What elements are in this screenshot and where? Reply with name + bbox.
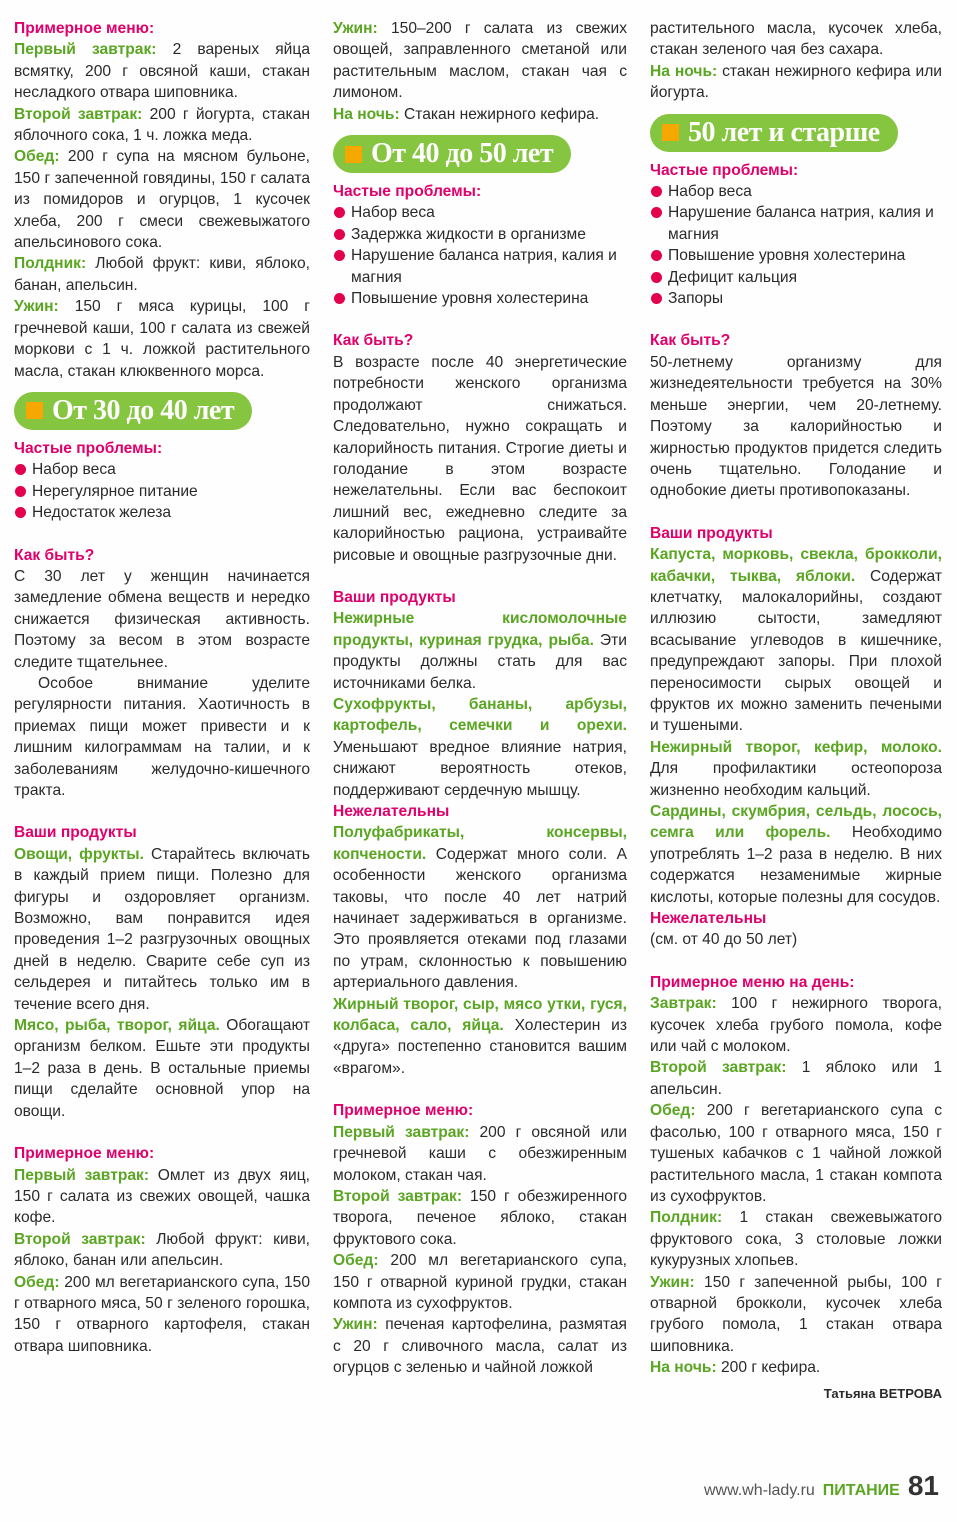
paragraph: В возрасте после 40 энергетические потребности женского организма продолжают снижаться. Следовательно, нужно сокращать и калорийность питания. Строгие диеты и голодание в этом возрасте нежелательны. Если вас беспокоит лишний вес, ежедневно следите за калорийностью рациона, устраивайте рисовые и овощные разгрузочные дни. xyxy=(333,353,627,564)
column-3 xyxy=(650,18,942,1404)
problems-heading: Частые проблемы: xyxy=(14,439,163,457)
product-item: Полуфабрикаты, консервы, копчености. Содержат много соли. А особенности женского организма таковы, что после 40 лет натрий начинает задерживаться в организме. Это проявляется отеками под глазами по утрам, склонностью к повышению артериального давления. xyxy=(333,824,627,992)
banner-square-icon xyxy=(26,402,43,419)
paragraph: Особое внимание уделите регулярности питания. Хаотичность в приемах пищи может привести и к лишним килограммам на талии, и к заболеваниям желудочно-кишечного тракта. xyxy=(14,674,310,799)
menu-item: Завтрак: 100 г нежирного творога, кусочек хлеба грубого помола, кофе или чай с молоком. xyxy=(650,995,942,1056)
paragraph: 50-летнему организму для жизнедеятельности требуется на 30% меньше энергии, чем 20-летнему. Поэтому за калорийностью и жирностью продуктов придется следить очень тщательно. Голодание и однобокие диеты противопоказаны. xyxy=(650,353,942,500)
banner-square-icon xyxy=(345,146,362,163)
menu-item: На ночь: стакан нежирного кефира или йогурта. xyxy=(650,62,943,102)
menu-item: Первый завтрак: 2 вареных яйца всмятку, 200 г овсяной каши, стакан несладкого отвара шиповника. xyxy=(14,41,310,102)
product-item: Нежирные кисломолочные продукты, куриная грудка, рыба. Эти продукты должны стать для вас источниками белка. xyxy=(333,610,627,692)
problems-heading: Частые проблемы: xyxy=(333,183,482,201)
problems-list xyxy=(14,459,310,523)
menu-item: Первый завтрак: 200 г овсяной или гречневой каши с обезжиренным молоком, стакан чая. xyxy=(333,1123,627,1184)
page-number: 81 xyxy=(907,1470,939,1501)
site-url: www.wh-lady.ru xyxy=(703,1482,815,1499)
column-2 xyxy=(333,18,627,1379)
list-item: Нарушение баланса натрия, калия и магния xyxy=(333,245,627,288)
menu-item: На ночь: Стакан нежирного кефира. xyxy=(333,105,600,123)
product-item: Мясо, рыба, творог, яйца. Обогащают организм белком. Ешьте эти продукты 1–2 раза в день. В остальные приемы пищи сделайте основной упор на овощи. xyxy=(14,1017,310,1120)
product-item: Овощи, фрукты. Старайтесь включать в каждый прием пищи. Полезно для фигуры и оздоровляет организм. Возможно, вам понравится идея проведения 1–2 разгрузочных овощных дней в неделю. Сварите себе суп из сельдерея и питайтесь только им в течение всего дня. xyxy=(14,845,310,1013)
menu-item: Второй завтрак: 150 г обезжиренного творога, печеное яблоко, стакан фруктового сока. xyxy=(333,1187,627,1248)
menu-item: Ужин: 150 г мяса курицы, 100 г гречневой каши, 100 г салата из свежей моркови с 1 ч. ложкой растительного масла, стакан клюквенного морса. xyxy=(14,298,310,380)
list-item: Дефицит кальция xyxy=(650,267,942,288)
menu-item: Обед: 200 мл вегетарианского супа, 150 г отварного мяса, 50 г зеленого горошка, 150 г отварного картофеля, стакан отвара шиповника. xyxy=(14,1273,310,1355)
how-heading: Как быть? xyxy=(14,546,95,564)
list-item: Набор веса xyxy=(650,181,942,202)
product-item: Сардины, скумбрия, сельдь, лосось, семга или форель. Необходимо употреблять 1–2 раза в неделю. В них содержатся незаменимые жирные кислоты, которые полезны для сосудов. xyxy=(650,803,942,906)
products-heading: Ваши продукты xyxy=(333,588,456,606)
products-heading: Ваши продукты xyxy=(650,524,773,542)
paragraph: растительного масла, кусочек хлеба, стакан зеленого чая без сахара. xyxy=(650,20,942,59)
list-item: Нарушение баланса натрия, калия и магния xyxy=(650,202,942,245)
list-item: Набор веса xyxy=(14,459,310,480)
menu-heading: Примерное меню: xyxy=(14,1145,155,1163)
undesirable-heading: Нежелательны xyxy=(650,910,767,928)
menu-item: Ужин: 150–200 г салата из свежих овощей, заправленного сметаной или растительным маслом, стакан чая с лимоном. xyxy=(333,20,627,102)
menu-item: Второй завтрак: 1 яблоко или 1 апельсин. xyxy=(650,1059,942,1098)
products-heading: Ваши продукты xyxy=(14,824,137,842)
menu-item: Первый завтрак: Омлет из двух яиц, 150 г салата из свежих овощей, чашка кофе. xyxy=(14,1166,310,1227)
magazine-section: ПИТАНИЕ xyxy=(822,1482,900,1499)
menu-item: Обед: 200 г вегетарианского супа с фасолью, 100 г отварного мяса, 150 г тушеных кабачков с 1 чайной ложкой растительного масла, 1 стакан компота из сухофруктов. xyxy=(650,1102,942,1205)
menu-item: На ночь: 200 г кефира. xyxy=(650,1359,821,1377)
page-footer xyxy=(704,1470,939,1502)
list-item: Задержка жидкости в организме xyxy=(333,224,627,245)
product-item: Жирный творог, сыр, мясо утки, гуся, колбаса, сало, яйца. Холестерин из «друга» постепенно становится вашим «врагом». xyxy=(333,995,627,1077)
list-item: Недостаток железа xyxy=(14,502,310,523)
list-item: Повышение уровня холестерина xyxy=(333,288,627,309)
menu-item: Ужин: 150 г запеченной рыбы, 100 г отварной брокколи, кусочек хлеба грубого помола, 1 стакан отвара шиповника. xyxy=(650,1273,942,1355)
list-item: Запоры xyxy=(650,288,942,309)
menu-item: Второй завтрак: 200 г йогурта, стакан яблочного сока, 1 ч. ложка меда. xyxy=(14,105,310,145)
column-1 xyxy=(14,18,310,1357)
product-item: Капуста, морковь, свекла, брокколи, кабачки, тыква, яблоки. Содержат клетчатку, малокалорийны, создают иллюзию сытости, замедляют всасывание углеводов в кишечнике, предупреждают запоры. При плохой переносимости сырых овощей и фруктов их можно заменить печеными и тушеными. xyxy=(650,546,942,735)
section-banner-50-plus: 50 лет и старше xyxy=(650,114,898,152)
section-banner-40-50: От 40 до 50 лет xyxy=(333,135,571,173)
product-item: Сухофрукты, бананы, арбузы, картофель, семечки и орехи. Уменьшают вредное влияние натрия, снижают вероятность отеков, поддерживают сердечную мышцу. xyxy=(333,695,627,799)
how-heading: Как быть? xyxy=(650,332,731,350)
menu-item: Полдник: Любой фрукт: киви, яблоко, банан, апельсин. xyxy=(14,255,310,294)
menu-item: Обед: 200 г супа на мясном бульоне, 150 г запеченной говядины, 150 г салата из помидоров и огурцов, 1 кусочек хлеба, 200 г смеси свежевыжатого апельсинового сока. xyxy=(14,148,310,252)
problems-heading: Частые проблемы: xyxy=(650,161,799,179)
banner-square-icon xyxy=(662,124,679,141)
menu-heading: Примерное меню на день: xyxy=(650,973,855,991)
menu-item: Ужин: печеная картофелина, размятая с 20 г сливочного масла, салат из огурцов с зеленью и чайной ложкой xyxy=(333,1316,627,1377)
menu-item: Второй завтрак: Любой фрукт: киви, яблоко, банан или апельсин. xyxy=(14,1230,310,1270)
undesirable-heading: Нежелательны xyxy=(333,803,450,820)
how-heading: Как быть? xyxy=(333,332,414,350)
paragraph: (см. от 40 до 50 лет) xyxy=(650,931,798,949)
author-name: Татьяна ВЕТРОВА xyxy=(823,1385,942,1401)
problems-list xyxy=(333,202,627,309)
menu-heading: Примерное меню: xyxy=(14,20,155,37)
paragraph: С 30 лет у женщин начинается замедление обмена веществ и нередко снижается физическая активность. Поэтому за весом в этом возрасте следите тщательнее. xyxy=(14,567,310,671)
list-item: Повышение уровня холестерина xyxy=(650,245,942,266)
menu-item: Обед: 200 мл вегетарианского супа, 150 г отварной куриной грудки, стакан компота из сухофруктов. xyxy=(333,1252,627,1312)
list-item: Набор веса xyxy=(333,202,627,223)
problems-list xyxy=(650,181,942,309)
list-item: Нерегулярное питание xyxy=(14,481,310,502)
product-item: Нежирный творог, кефир, молоко. Для профилактики остеопороза жизненно необходим кальций. xyxy=(650,738,942,799)
section-banner-30-40: От 30 до 40 лет xyxy=(14,392,252,430)
menu-item: Полдник: 1 стакан свежевыжатого фруктового сока, 3 столовые ложки кукурузных хлопьев. xyxy=(650,1209,942,1270)
menu-heading: Примерное меню: xyxy=(333,1102,474,1120)
